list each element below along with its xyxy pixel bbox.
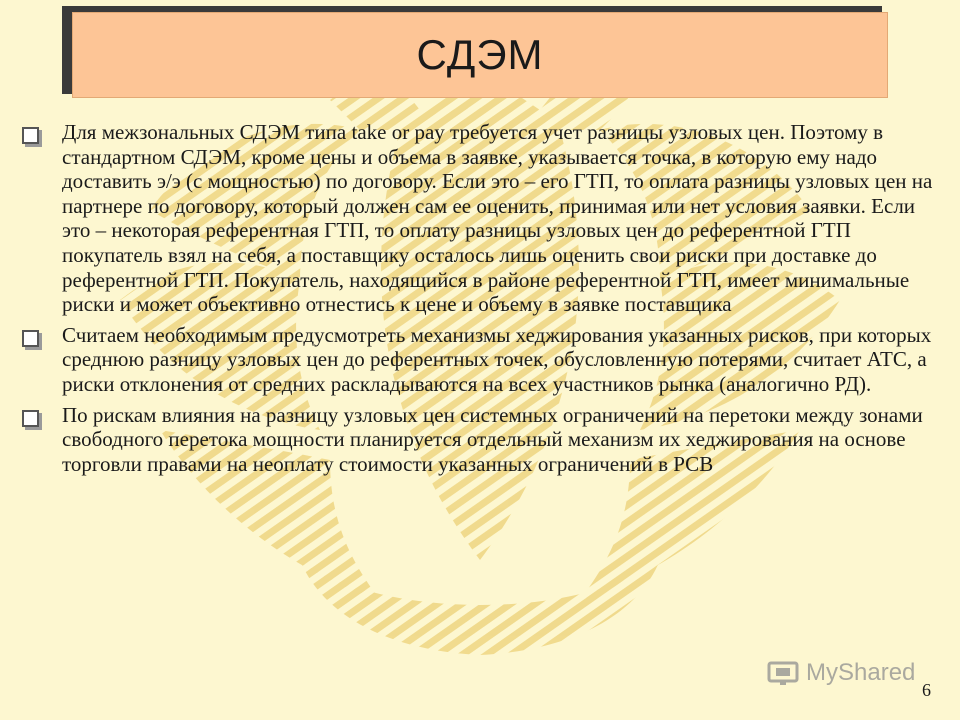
hollow-square-icon [22, 410, 39, 427]
bullet-item [22, 323, 934, 397]
slide-title: СДЭМ [416, 31, 544, 78]
hollow-square-icon [22, 330, 39, 347]
myshared-logo [766, 658, 915, 688]
page-number: 6 [922, 680, 931, 700]
bullet-text: По рискам влияния на разницу узловых цен системных ограничений на перетоки между зонами свободного перетока мощности планируется отдельный механизм их хеджирования на основе торговли правами на неоплату стоимости указанных ограничений в РСВ [62, 402, 923, 476]
bullet-item [22, 403, 934, 477]
title-box [72, 12, 888, 98]
myshared-wordmark: MyShared [806, 659, 916, 686]
bullet-text: Для межзональных СДЭМ типа take or pay требуется учет разницы узловых цен. Поэтому в стандартном СДЭМ, кроме цены и объема в заявке, указывается точка, в которую ему надо доставить э/э (с мощностью) по договору. Если это – его ГТП, то оплата разницы узловых цен на партнере по договору, который должен сам ее оценить, принимая или нет условия заявки. Если это – некоторая референтная ГТП, то оплату разницы узловых цен до референтной ГТП покупатель взял на себя, а поставщику осталось лишь оценить свои риски при доставке до референтной ГТП. Покупатель, находящийся в районе референтной ГТП, имеет минимальные риски и может объективно отнестись к цене и объему в заявке поставщика [62, 120, 933, 317]
bullet-item [22, 120, 934, 317]
bullet-text: Считаем необходимым предусмотреть механизмы хеджирования указанных рисков, при которых среднюю разницу узловых цен до референтных точек, обусловленную потерями, считает АТС, а риски отклонения от средних раскладываются на всех участников рынка (аналогично РД). [62, 322, 932, 396]
myshared-icon [766, 659, 800, 687]
bullet-list [22, 120, 934, 482]
hollow-square-icon [22, 127, 39, 144]
